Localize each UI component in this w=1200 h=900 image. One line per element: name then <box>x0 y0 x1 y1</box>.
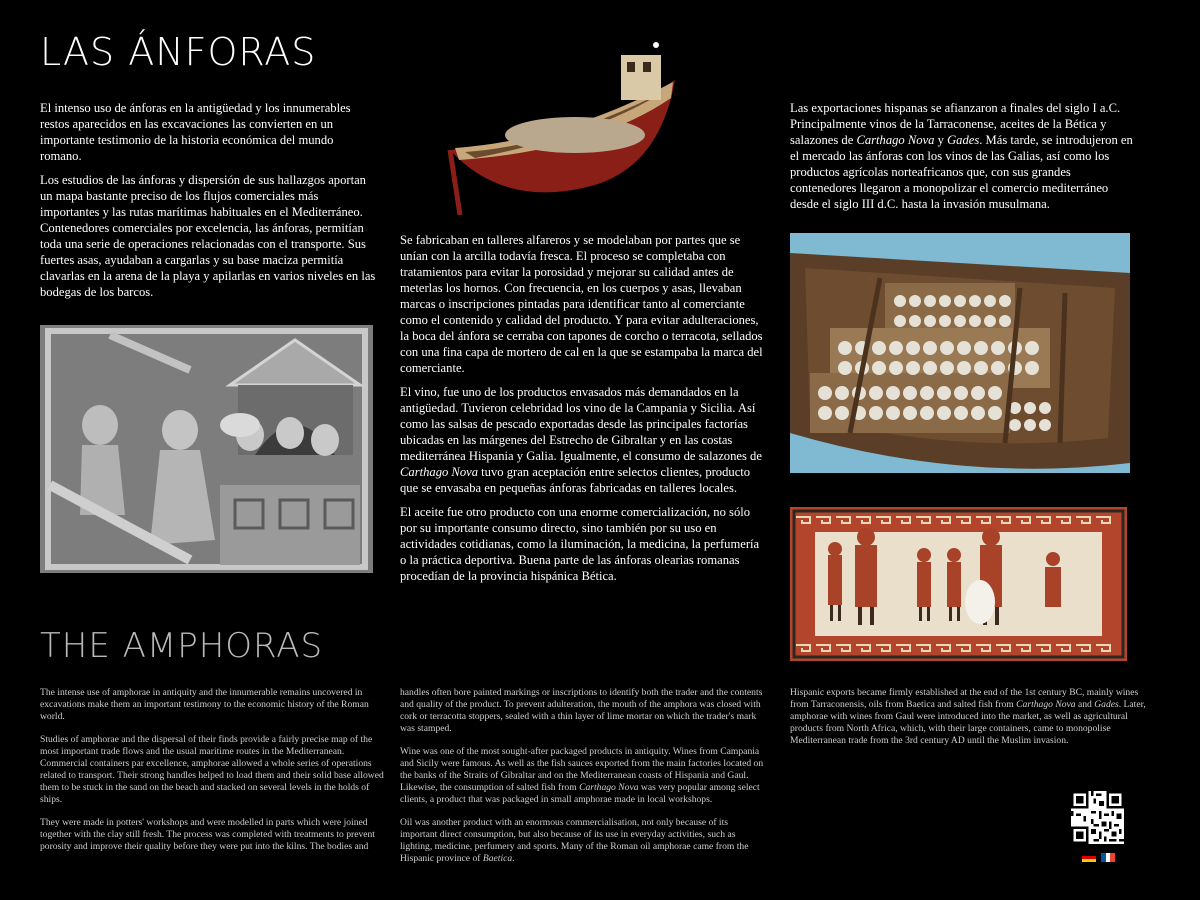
text-span: . <box>512 853 515 864</box>
emphasis-text: Carthago Nova <box>400 465 479 479</box>
text-span: and <box>1075 699 1095 710</box>
spanish-paragraph: El aceite fue otro producto con una enorme comercialización, no sólo por su importante consumo directo, sino también por su uso en actividades cotidianas, como la iluminación, la medicina, la perfumería o la práctica deportiva. Buena parte de las ánforas olearias romanas procedían de la provincia hispánica Bética. <box>400 505 760 583</box>
emphasis-text: Carthago Nova <box>1016 699 1076 710</box>
french-flag-icon[interactable] <box>1101 849 1115 858</box>
english-paragraph: handles often bore painted markings or inscriptions to identify both the trader and the contents and quality of the product. To prevent adulteration, the mouth of the amphora was closed with cork or terracotta stoppers, sealed with a thin layer of lime mortar on which the trader's mark was stamped. <box>400 687 763 734</box>
english-paragraph: The intense use of amphorae in antiquity and the innumerable remains uncovered in excavations make them an important testimony to the economic history of the Roman world. <box>40 687 369 722</box>
spanish-paragraph: El intenso uso de ánforas en la antigüedad y los innumerables restos aparecidos en las excavaciones las convierten en un importante testimonio de la historia económica del mundo romano. <box>40 101 351 163</box>
english-column-2 <box>400 687 764 876</box>
text-span: Las exportaciones hispanas se afianzaron a finales del siglo I a.C. Principalmente vinos de la Tarraconense, aceites de la Bética y salazones de <box>790 101 1121 147</box>
emphasis-text: Carthago Nova <box>579 782 639 793</box>
spanish-column-1 <box>40 100 378 308</box>
text-span: . Más tarde, se introdujeron en el mercado las ánforas con los vinos de las Galias, así como los productos agrícolas norteafricanos que, con sus grandes contenedores llegaron a monopolizar el comercio mediterráneo desde el siglo III d.C. hasta la invasión musulmana. <box>790 133 1133 211</box>
english-paragraph <box>400 817 764 865</box>
spanish-column-2 <box>400 232 764 592</box>
roman-ship-model-image <box>445 40 680 215</box>
english-paragraph <box>790 687 1150 747</box>
emphasis-text: Gades <box>947 133 980 147</box>
english-paragraph: They were made in potters' workshops and were modelled in parts which were joined together with the clay still fresh. The process was completed with treatments to prevent porosity and improve their quality before they were put into the kilns. The bodies and <box>40 817 375 852</box>
emphasis-text: Carthago Nova <box>856 133 935 147</box>
spanish-paragraph: Se fabricaban en talleres alfareros y se modelaban por partes que se unían con la arcilla todavía fresca. El proceso se completaba con tratamientos para evitar la porosidad y mejorar su calidad antes de meterlas los hornos. Con frecuencia, en los cuerpos y asas, llevaban marcas o inscripciones pintadas para identificar tanto al comerciante como el contenido y calidad del producto. Y para evitar adulteraciones, la boca del ánfora se cerraba con tapones de corcho o terracota, sellados con una fina capa de mortero de cal en la que se estampaba la marca del comerciante. <box>400 233 763 375</box>
roman-relief-image <box>40 325 373 573</box>
spanish-column-3 <box>790 100 1135 220</box>
emphasis-text: Baetica <box>482 853 513 864</box>
emphasis-text: Gades <box>1094 699 1119 710</box>
ship-cargo-amphorae-image <box>790 233 1130 473</box>
qr-code[interactable] <box>1071 791 1124 844</box>
text-span: . Later, amphorae with wines from Gaul were introduced into the market, as well as agricultural products from North Africa, which, with their large containers, came to monopolise Mediterranean trade from the 3rd century AD until the Muslim invasion. <box>790 699 1146 746</box>
spanish-paragraph: Los estudios de las ánforas y dispersión de sus hallazgos aportan un mapa bastante preciso de los flujos comerciales más importantes y las rutas marítimas habituales en el Mediterráneo. Contenedores comerciales por excelencia, las ánforas, permitían toda una serie de operaciones relacionadas con el transporte. Sus fuertes asas, ayudaban a cargarlas y su base maciza permitía clavarlas en la arena de la playa y apilarlas en varios niveles en las bodegas de los barcos. <box>40 173 376 299</box>
english-paragraph: Studies of amphorae and the dispersal of their finds provide a fairly precise map of the most important trade flows and the usual maritime routes in the Mediterranean. Commercial containers par excellence, amphorae allowed a whole series of operations related to transport. Their strong handles helped to load them and their solid base allowed them to be stuck in the sand on the beach and stacked on several levels in the holds of ships. <box>40 734 384 805</box>
english-column-3 <box>790 687 1150 758</box>
roman-mosaic-image <box>790 507 1127 661</box>
spanish-paragraph <box>400 384 764 496</box>
spanish-paragraph <box>790 100 1135 212</box>
text-span: Oil was another product with an enormous commercialisation, not only because of its important direct consumption, but also because of its use in everyday activities, such as lighting, medicine, perfumery and sports. Many of the Roman oil amphorae came from the Hispanic province of <box>400 817 749 864</box>
text-span: Hispanic exports became firmly established at the end of the 1st century BC, mainly wines from Tarraconensis, oils from Baetica and salted fish from <box>790 687 1139 710</box>
text-span: El vino, fue uno de los productos envasados más demandados en la antigüedad. Tuvieron celebridad los vino de la Campania y Sicilia. Así como las salsas de pescado exportadas desde las principales factorías ubicadas en las márgenes del Estrecho de Gibraltar y en las costas mediterránea Hispania y Galia. Igualmente, el consumo de salazones de <box>400 385 762 463</box>
text-span: was very popular among select clients, a product that was packaged in small amphorae made in local workshops. <box>400 782 760 805</box>
spanish-title: LAS ÁNFORAS <box>40 30 317 74</box>
english-column-1 <box>40 687 390 864</box>
text-span: Wine was one of the most sought-after packaged products in antiquity. Wines from Campania and Sicily were famous. As well as the fish sauces exported from the main factories located on the banks of the Straits of Gibraltar and on the Mediterranean coasts of Hispania and Gaul. Likewise, the consumption of salted fish from <box>400 746 764 793</box>
german-flag-icon[interactable] <box>1082 849 1096 858</box>
text-span: y <box>934 133 948 147</box>
english-title: THE AMPHORAS <box>40 626 324 666</box>
english-paragraph <box>400 746 764 806</box>
text-span: tuvo gran aceptación entre selectos clientes, producto que se envasaba en pequeñas ánforas fabricadas en talleres locales. <box>400 465 751 495</box>
